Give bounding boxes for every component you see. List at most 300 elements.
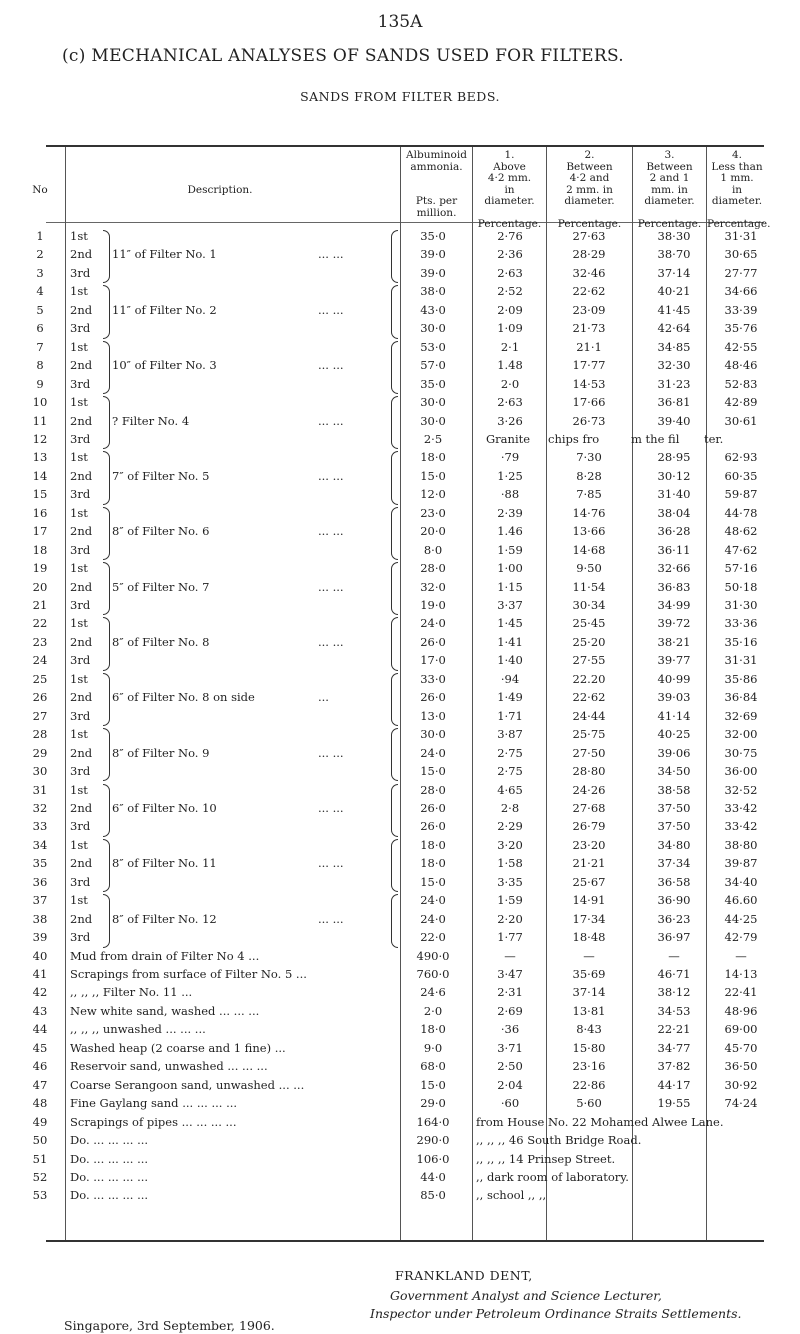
cell-4-2-to-2mm: 13·66 [572, 524, 606, 539]
header-line: diameter. [484, 195, 535, 207]
cell-2-to-1mm: 34·85 [657, 339, 691, 354]
row-description: ,, ,, ,, Filter No. 11 ... [70, 985, 193, 1000]
cell-above-4-2mm: 1·15 [497, 579, 523, 594]
cell-albuminoid: 760·0 [416, 967, 450, 981]
row-description: 1st [70, 284, 88, 299]
cell-above-4-2mm: ·36 [500, 1022, 520, 1037]
header-col1 [473, 150, 546, 231]
cell-above-4-2mm: 1·77 [497, 930, 523, 945]
row-number: 8 [36, 358, 44, 373]
cell-less-than-1mm: 35·86 [724, 671, 758, 686]
cell-less-than-1mm: 60·35 [724, 468, 758, 483]
cell-less-than-1mm: 42·55 [724, 339, 758, 354]
header-line: 1 mm. [720, 172, 754, 184]
row-number: 46 [32, 1059, 48, 1074]
cell-albuminoid: 23·0 [420, 505, 446, 520]
row-number: 7 [36, 339, 44, 354]
header-line: Percentage. [557, 218, 622, 230]
row-number: 28 [32, 727, 48, 742]
row-number: 43 [32, 1003, 48, 1018]
header-line: in [731, 183, 743, 196]
cell-less-than-1mm: 31·31 [724, 229, 758, 243]
filter-group-label: 7″ of Filter No. 5 [112, 468, 210, 483]
cell-albuminoid: 38·0 [420, 284, 446, 299]
cell-albuminoid: 24·0 [420, 893, 446, 908]
cell-albuminoid: 26·0 [420, 634, 446, 649]
row-number: 38 [32, 911, 48, 926]
cell-less-than-1mm: 57·16 [724, 561, 758, 576]
cell-above-4-2mm: 2·31 [497, 985, 523, 1000]
group-brace-left [103, 396, 110, 449]
pipe-scraping-remark: ,, ,, ,, 14 Prinsep Street. [476, 1151, 616, 1166]
row-number: 37 [32, 893, 48, 908]
row-number: 24 [32, 653, 48, 668]
cell-above-4-2mm: 1·59 [497, 542, 523, 557]
header-line: Less than [711, 160, 763, 173]
group-brace-right [391, 839, 398, 892]
cell-2-to-1mm: 40·99 [657, 671, 691, 686]
cell-4-2-to-2mm: 7·85 [576, 487, 602, 502]
column-divider [65, 147, 66, 1240]
cell-2-to-1mm: 38·70 [657, 247, 691, 262]
row-number: 11 [32, 413, 48, 428]
cell-less-than-1mm: 69·00 [724, 1022, 758, 1037]
cell-albuminoid: 26·0 [420, 819, 446, 834]
group-brace-left [103, 728, 110, 781]
row-description: 1st [70, 671, 88, 686]
row-description: 3rd [70, 930, 91, 945]
header-line: million. [416, 206, 457, 219]
cell-above-4-2mm: 2·39 [497, 505, 523, 520]
cell-above-4-2mm: 2·36 [497, 247, 523, 262]
cell-4-2-to-2mm: 23·20 [572, 837, 606, 852]
cell-2-to-1mm: 32·66 [657, 561, 691, 576]
row-description: Do. ... ... ... ... [70, 1133, 149, 1148]
cell-less-than-1mm: 44·78 [724, 505, 758, 520]
row-description: Coarse Serangoon sand, unwashed ... ... [70, 1077, 305, 1092]
cell-2-to-1mm: 36·81 [657, 395, 691, 410]
cell-2-to-1mm: 38·12 [657, 985, 691, 1000]
cell-albuminoid: 57·0 [420, 358, 446, 373]
group-brace-left [103, 839, 110, 892]
header-line: diameter. [644, 195, 695, 207]
header-line: 3. [664, 149, 675, 161]
cell-albuminoid: 29·0 [420, 1096, 446, 1111]
cell-less-than-1mm: 48·62 [724, 524, 758, 539]
cell-2-to-1mm: 36·58 [657, 874, 691, 889]
row-description: 3rd [70, 598, 91, 612]
cell-above-4-2mm: 2·0 [500, 376, 520, 391]
row-description: 1st [70, 450, 88, 465]
group-brace-right [391, 728, 398, 781]
row-description: 3rd [70, 376, 91, 391]
pipe-scraping-remark: ,, school ,, ,, [476, 1188, 547, 1203]
cell-albuminoid: 28·0 [420, 782, 446, 797]
cell-albuminoid: 24·6 [420, 985, 446, 1000]
cell-4-2-to-2mm: 21·1 [576, 339, 602, 354]
cell-less-than-1mm: 30·92 [724, 1077, 758, 1092]
column-divider [546, 147, 547, 1240]
leader-dots: ... ... [318, 413, 344, 428]
page-number: 135A [377, 12, 423, 32]
cell-less-than-1mm: 36·50 [724, 1059, 758, 1074]
column-divider [632, 147, 633, 1240]
cell-albuminoid: 39·0 [420, 247, 446, 262]
cell-albuminoid: 15·0 [420, 764, 446, 779]
header-description: Description. [187, 184, 253, 196]
cell-albuminoid: 32·0 [420, 579, 446, 594]
cell-4-2-to-2mm: 37·14 [572, 985, 606, 1000]
leader-dots: ... ... [318, 468, 344, 483]
cell-albuminoid: 53·0 [420, 339, 446, 354]
cell-albuminoid: 8·0 [423, 542, 443, 557]
row-number: 52 [32, 1169, 48, 1184]
cell-less-than-1mm: 30·75 [724, 745, 758, 760]
cell-4-2-to-2mm: 9·50 [576, 561, 602, 576]
filter-group-label: 6″ of Filter No. 8 on side [112, 690, 255, 705]
cell-less-than-1mm: 32·52 [724, 782, 758, 797]
cell-less-than-1mm: 34·40 [724, 874, 758, 889]
row-description: Reservoir sand, unwashed ... ... ... [70, 1059, 268, 1074]
row-number: 10 [32, 395, 48, 410]
cell-less-than-1mm: 33·42 [724, 800, 758, 815]
cell-less-than-1mm: 30·65 [724, 247, 758, 262]
cell-albuminoid: 106·0 [416, 1151, 450, 1166]
pipe-scraping-remark: ,, ,, ,, 46 South Bridge Road. [476, 1133, 642, 1148]
group-brace-right [391, 562, 398, 615]
row-number: 26 [32, 690, 48, 705]
row-description: Mud from drain of Filter No 4 ... [70, 948, 260, 963]
cell-4-2-to-2mm: 22.20 [572, 671, 606, 686]
header-col3 [633, 150, 706, 231]
cell-albuminoid: 20·0 [420, 524, 446, 539]
row-number: 9 [36, 376, 44, 391]
cell-4-2-to-2mm: 14·76 [572, 505, 606, 520]
cell-2-to-1mm: 38·58 [657, 782, 691, 797]
leader-dots: ... ... [318, 800, 344, 815]
cell-4-2-to-2mm: 24·44 [572, 708, 606, 723]
cell-albuminoid: 43·0 [420, 302, 446, 317]
granite-remark: chips fro [548, 431, 600, 446]
cell-albuminoid: 22·0 [420, 930, 446, 945]
row-number: 21 [32, 598, 48, 612]
cell-less-than-1mm: 44·25 [724, 911, 758, 926]
group-brace-left [103, 894, 110, 947]
row-number: 35 [32, 856, 48, 871]
cell-less-than-1mm: 36·84 [724, 690, 758, 705]
cell-albuminoid: 18·0 [420, 1022, 446, 1037]
row-description: 3rd [70, 653, 91, 668]
cell-4-2-to-2mm: 14·68 [572, 542, 606, 557]
cell-4-2-to-2mm: 8·43 [576, 1022, 602, 1037]
row-description: 2nd [70, 690, 93, 705]
cell-albuminoid: 18·0 [420, 450, 446, 465]
cell-albuminoid: 24·0 [420, 911, 446, 926]
cell-above-4-2mm: 2·09 [497, 302, 523, 317]
header-line: Percentage. [637, 218, 702, 230]
signature-title: Government Analyst and Science Lecturer, [390, 1288, 662, 1303]
cell-less-than-1mm: 35·16 [724, 634, 758, 649]
cell-less-than-1mm: 33·39 [724, 302, 758, 317]
cell-albuminoid: 28·0 [420, 561, 446, 576]
cell-2-to-1mm: 38·04 [657, 505, 691, 520]
row-description: 3rd [70, 708, 91, 723]
cell-above-4-2mm: 2·04 [497, 1077, 523, 1092]
cell-2-to-1mm: 34·80 [657, 837, 691, 852]
row-number: 16 [32, 505, 48, 520]
row-number: 15 [32, 487, 48, 502]
cell-albuminoid: 19·0 [420, 598, 446, 612]
cell-above-4-2mm: ·60 [500, 1096, 520, 1111]
row-number: 39 [32, 930, 48, 945]
cell-above-4-2mm: 2·52 [497, 284, 523, 299]
cell-less-than-1mm: 45·70 [724, 1040, 758, 1055]
cell-2-to-1mm: 34·50 [657, 764, 691, 779]
row-description: Do. ... ... ... ... [70, 1169, 149, 1184]
group-brace-left [103, 562, 110, 615]
leader-dots: ... ... [318, 856, 344, 871]
cell-albuminoid: 18·0 [420, 837, 446, 852]
cell-2-to-1mm: 39·06 [657, 745, 691, 760]
row-description: 3rd [70, 542, 91, 557]
cell-albuminoid: 26·0 [420, 690, 446, 705]
row-number: 6 [36, 321, 44, 336]
leader-dots: ... ... [318, 302, 344, 317]
cell-albuminoid: 35·0 [420, 229, 446, 243]
cell-2-to-1mm: 36·97 [657, 930, 691, 945]
cell-4-2-to-2mm: 32·46 [572, 265, 606, 280]
cell-above-4-2mm: 1·09 [497, 321, 523, 336]
cell-albuminoid: 30·0 [420, 413, 446, 428]
row-description: 2nd [70, 911, 93, 926]
cell-4-2-to-2mm: 27·68 [572, 800, 606, 815]
row-description: 2nd [70, 302, 93, 317]
row-description: 3rd [70, 874, 91, 889]
cell-2-to-1mm: 28·95 [657, 450, 691, 465]
leader-dots: ... ... [318, 634, 344, 649]
group-brace-left [103, 341, 110, 394]
row-number: 33 [32, 819, 48, 834]
header-albuminoid [401, 150, 472, 219]
cell-albuminoid: 2·0 [423, 1003, 443, 1018]
cell-albuminoid: 24·0 [420, 745, 446, 760]
cell-4-2-to-2mm: 8·28 [576, 468, 602, 483]
cell-4-2-to-2mm: 18·48 [572, 930, 606, 945]
header-line: 1. [504, 149, 515, 161]
filter-group-label: 10″ of Filter No. 3 [112, 358, 217, 373]
cell-4-2-to-2mm: 15·80 [572, 1040, 606, 1055]
cell-less-than-1mm: 34·66 [724, 284, 758, 299]
group-brace-right [391, 784, 398, 837]
cell-less-than-1mm: 62·93 [724, 450, 758, 465]
signature-title-2: Inspector under Petroleum Ordinance Straits Settlements. [370, 1306, 742, 1321]
cell-2-to-1mm: 44·17 [657, 1077, 691, 1092]
header-line: 2 mm. in [566, 183, 613, 196]
row-description: 1st [70, 505, 88, 520]
filter-group-label: 11″ of Filter No. 1 [112, 247, 217, 262]
row-description: 1st [70, 339, 88, 354]
page-title: (c) MECHANICAL ANALYSES OF SANDS USED FOR FILTERS. [62, 46, 625, 66]
header-line: Pts. per [415, 195, 458, 207]
cell-albuminoid: 30·0 [420, 321, 446, 336]
header-line: 4. [731, 149, 743, 161]
leader-dots: ... ... [318, 524, 344, 539]
cell-albuminoid: 44·0 [420, 1169, 446, 1184]
cell-less-than-1mm: 31·31 [724, 653, 758, 668]
cell-less-than-1mm: 36·00 [724, 764, 758, 779]
cell-albuminoid: 18·0 [420, 856, 446, 871]
cell-albuminoid: 290·0 [416, 1133, 450, 1148]
filter-group-label: 5″ of Filter No. 7 [112, 579, 210, 594]
cell-above-4-2mm: 2·63 [497, 265, 523, 280]
cell-4-2-to-2mm: 14·91 [572, 893, 606, 908]
row-description: 2nd [70, 634, 93, 649]
row-description: 3rd [70, 487, 91, 502]
cell-2-to-1mm: 39·03 [657, 690, 691, 705]
group-brace-right [391, 507, 398, 560]
header-line [401, 173, 472, 185]
cell-4-2-to-2mm: 11·54 [572, 579, 606, 594]
cell-2-to-1mm: 37·82 [657, 1059, 691, 1074]
row-number: 1 [36, 229, 44, 243]
cell-albuminoid: 68·0 [420, 1059, 446, 1074]
cell-4-2-to-2mm: 26·79 [572, 819, 606, 834]
row-number: 50 [32, 1133, 48, 1148]
header-line: in [504, 183, 515, 196]
cell-albuminoid: 15·0 [420, 468, 446, 483]
table-top-rule [46, 145, 764, 147]
row-number: 23 [32, 634, 48, 649]
column-divider [400, 147, 401, 1240]
cell-4-2-to-2mm: 17·34 [572, 911, 606, 926]
cell-4-2-to-2mm: 27·55 [572, 653, 606, 668]
row-number: 25 [32, 671, 48, 686]
row-description: 2nd [70, 524, 93, 539]
cell-2-to-1mm: 22·21 [657, 1022, 691, 1037]
row-description: 1st [70, 727, 88, 742]
cell-above-4-2mm: ·79 [500, 450, 520, 465]
granite-remark: ter. [704, 431, 724, 446]
cell-above-4-2mm: 2·75 [497, 745, 523, 760]
group-brace-right [391, 230, 398, 283]
cell-2-to-1mm: 31·23 [657, 376, 691, 391]
row-description: 1st [70, 782, 88, 797]
row-number: 49 [32, 1114, 48, 1129]
group-brace-right [391, 341, 398, 394]
group-brace-left [103, 673, 110, 726]
cell-albuminoid: 13·0 [420, 708, 446, 723]
cell-2-to-1mm: 34·99 [657, 598, 691, 612]
cell-4-2-to-2mm: 21·73 [572, 321, 606, 336]
cell-less-than-1mm: 31·30 [724, 598, 758, 612]
granite-remark: Granite [486, 431, 531, 446]
row-description: New white sand, washed ... ... ... [70, 1003, 260, 1018]
cell-albuminoid: 17·0 [420, 653, 446, 668]
cell-albuminoid: 35·0 [420, 376, 446, 391]
row-description: 1st [70, 395, 88, 410]
cell-above-4-2mm: 1.48 [497, 358, 523, 373]
cell-albuminoid: 85·0 [420, 1188, 446, 1203]
cell-4-2-to-2mm: 26·73 [572, 413, 606, 428]
cell-above-4-2mm: 2·1 [500, 339, 520, 354]
row-description: 1st [70, 837, 88, 852]
cell-2-to-1mm: — [668, 948, 680, 963]
header-line: ammonia. [410, 160, 463, 173]
filter-group-label: ? Filter No. 4 [112, 413, 190, 428]
group-brace-left [103, 784, 110, 837]
pipe-scraping-remark: from House No. 22 Mohamed Alwee Lane. [476, 1114, 724, 1129]
leader-dots: ... ... [318, 911, 344, 926]
row-number: 27 [32, 708, 48, 723]
cell-above-4-2mm: 1·40 [497, 653, 523, 668]
row-number: 41 [32, 967, 48, 981]
cell-4-2-to-2mm: 25·20 [572, 634, 606, 649]
row-number: 14 [32, 468, 48, 483]
leader-dots: ... ... [318, 358, 344, 373]
leader-dots: ... [318, 690, 329, 705]
cell-above-4-2mm: 2·29 [497, 819, 523, 834]
cell-4-2-to-2mm: 22·62 [572, 284, 606, 299]
cell-4-2-to-2mm: 25·67 [572, 874, 606, 889]
cell-above-4-2mm: 1·49 [497, 690, 523, 705]
cell-less-than-1mm: 14·13 [724, 967, 758, 981]
cell-4-2-to-2mm: 27·50 [572, 745, 606, 760]
cell-2-to-1mm: 34·77 [657, 1040, 691, 1055]
row-number: 22 [32, 616, 48, 631]
cell-above-4-2mm: 3·37 [497, 598, 523, 612]
row-description: 1st [70, 893, 88, 908]
cell-less-than-1mm: 59·87 [724, 487, 758, 502]
row-description: 3rd [70, 431, 91, 446]
row-number: 3 [36, 265, 44, 280]
cell-4-2-to-2mm: 17·66 [572, 395, 606, 410]
cell-albuminoid: 39·0 [420, 265, 446, 280]
cell-albuminoid: 2·5 [423, 431, 443, 446]
cell-4-2-to-2mm: 14·53 [572, 376, 606, 391]
cell-2-to-1mm: 36·83 [657, 579, 691, 594]
header-line: diameter. [564, 195, 615, 207]
cell-above-4-2mm: 2·69 [497, 1003, 523, 1018]
cell-2-to-1mm: 19·55 [657, 1096, 691, 1111]
row-number: 19 [32, 561, 48, 576]
cell-2-to-1mm: 30·12 [657, 468, 691, 483]
cell-albuminoid: 24·0 [420, 616, 446, 631]
cell-albuminoid: 12·0 [420, 487, 446, 502]
row-description: 3rd [70, 265, 91, 280]
header-line: Percentage. [707, 218, 771, 230]
header-col4 [707, 149, 771, 231]
cell-less-than-1mm: 48·96 [724, 1003, 758, 1018]
header-no: No [32, 184, 48, 196]
cell-4-2-to-2mm: 25·75 [572, 727, 606, 742]
cell-4-2-to-2mm: 22·62 [572, 690, 606, 705]
row-number: 53 [32, 1188, 48, 1203]
cell-above-4-2mm: 2·76 [497, 229, 523, 243]
cell-above-4-2mm: — [504, 948, 516, 963]
row-number: 40 [32, 948, 48, 963]
cell-albuminoid: 26·0 [420, 800, 446, 815]
row-number: 18 [32, 542, 48, 557]
header-col2 [547, 150, 632, 231]
cell-4-2-to-2mm: 22·86 [572, 1077, 606, 1092]
cell-albuminoid: 15·0 [420, 1077, 446, 1092]
cell-above-4-2mm: 1·59 [497, 893, 523, 908]
row-description: 2nd [70, 856, 93, 871]
header-line: 4·2 and [569, 172, 610, 184]
header-line: Between [566, 160, 613, 173]
filter-group-label: 11″ of Filter No. 2 [112, 302, 217, 317]
cell-above-4-2mm: 1·71 [497, 708, 523, 723]
